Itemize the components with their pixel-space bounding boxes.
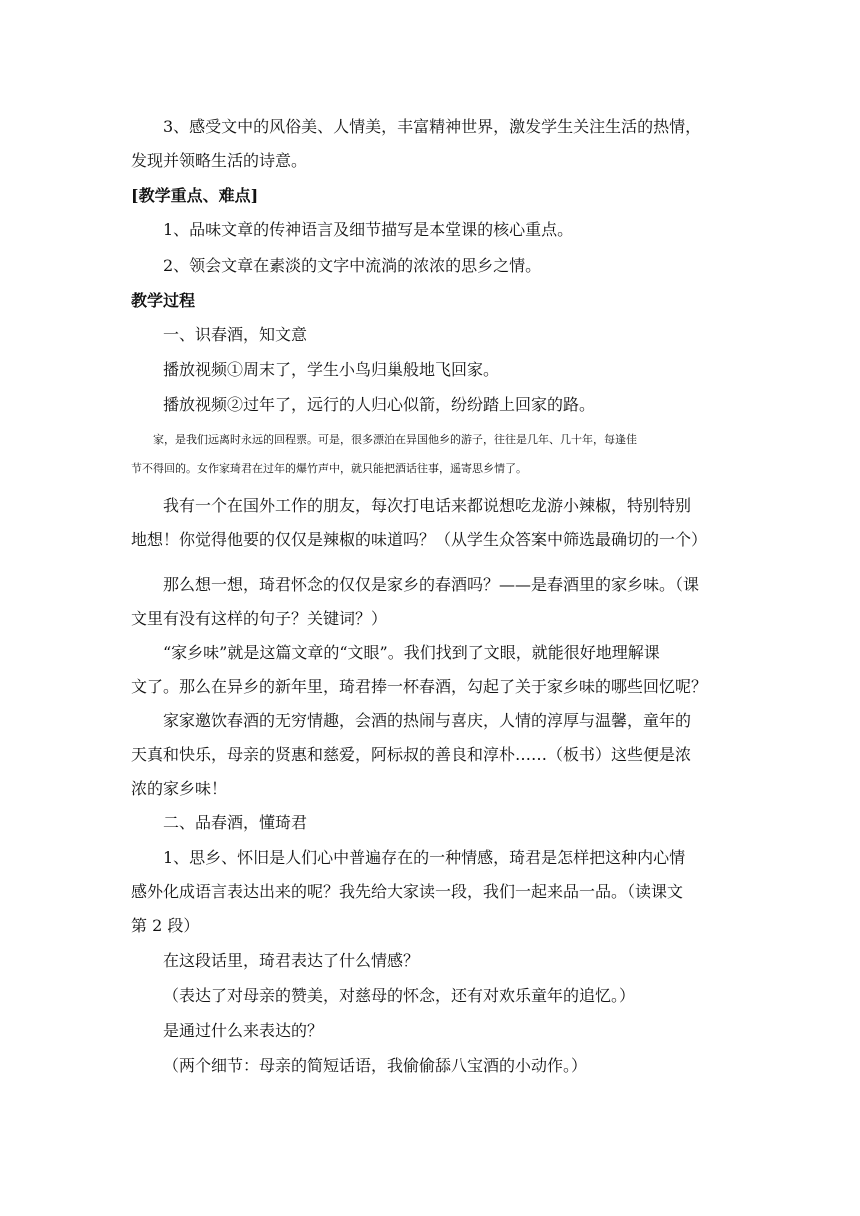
process-heading: 教学过程 [131,291,196,310]
objective-item-3-line-2: 发现并领略生活的诗意。 [131,151,308,170]
paragraph-1-line-2: 地想！你觉得他要的仅仅是辣椒的味道吗？（从学生众答案中筛选最确切的一个） [131,530,708,549]
paragraph-4-line-3: 浓的家乡味！ [131,779,228,798]
section-1-title: 一、识春酒，知文意 [163,325,308,344]
question-1-line-2: 感外化成语言表达出来的呢？我先给大家读一段，我们一起来品一品。（读课文 [131,882,684,901]
key-point-item-1: 1、品味文章的传神语言及细节描写是本堂课的核心重点。 [163,220,574,239]
paragraph-2-line-1: 那么想一想，琦君怀念的仅仅是家乡的春酒吗？——是春酒里的家乡味。（课 [163,575,700,594]
question-2: 在这段话里，琦君表达了什么情感？ [163,951,420,970]
section-2-title: 二、品春酒，懂琦君 [163,813,308,832]
video-1-text: 播放视频①周末了，学生小鸟归巢般地飞回家。 [163,360,500,379]
paragraph-4-line-1: 家家邀饮春酒的无穷情趣，会酒的热闹与喜庆，人情的淳厚与温馨，童年的 [163,711,692,730]
answer-2: （表达了对母亲的赞美，对慈母的怀念，还有对欢乐童年的追忆。） [163,986,636,1005]
question-1-line-3: 第 2 段） [131,916,200,935]
paragraph-3-line-2: 文了。那么在异乡的新年里，琦君捧一杯春酒，勾起了关于家乡味的哪些回忆呢？ [131,677,708,696]
key-point-item-2: 2、领会文章在素淡的文字中流淌的浓浓的思乡之情。 [163,256,542,275]
objective-item-3-line-1: 3、感受文中的风俗美、人情美，丰富精神世界，激发学生关注生活的热情， [163,117,702,136]
answer-3: （两个细节：母亲的简短话语，我偷偷舔八宝酒的小动作。） [163,1056,588,1075]
question-1-line-1: 1、思乡、怀旧是人们心中普遍存在的一种情感，琦君是怎样把这种内心情 [163,848,686,867]
paragraph-2-line-2: 文里有没有这样的句子？关键词？） [131,609,388,628]
key-points-heading: [教学重点、难点] [131,186,259,205]
intro-note-line-2: 节不得回的。女作家琦君在过年的爆竹声中，就只能把酒话往事，遥寄思乡情了。 [131,462,527,475]
paragraph-1-line-1: 我有一个在国外工作的朋友，每次打电话来都说想吃龙游小辣椒，特别特别 [163,496,692,515]
intro-note-line-1: 家，是我们远离时永远的回程票。可是，很多漂泊在异国他乡的游子，往往是几年、几十年，每逢佳 [153,433,637,446]
video-2-text: 播放视频②过年了，远行的人归心似箭，纷纷踏上回家的路。 [163,395,596,414]
paragraph-3-line-1: “家乡味”就是这篇文章的“文眼”。我们找到了文眼，就能很好地理解课 [163,643,660,662]
question-3: 是通过什么来表达的？ [163,1021,324,1040]
paragraph-4-line-2: 天真和快乐，母亲的贤惠和慈爱，阿标叔的善良和淳朴……（板书）这些便是浓 [131,745,692,764]
